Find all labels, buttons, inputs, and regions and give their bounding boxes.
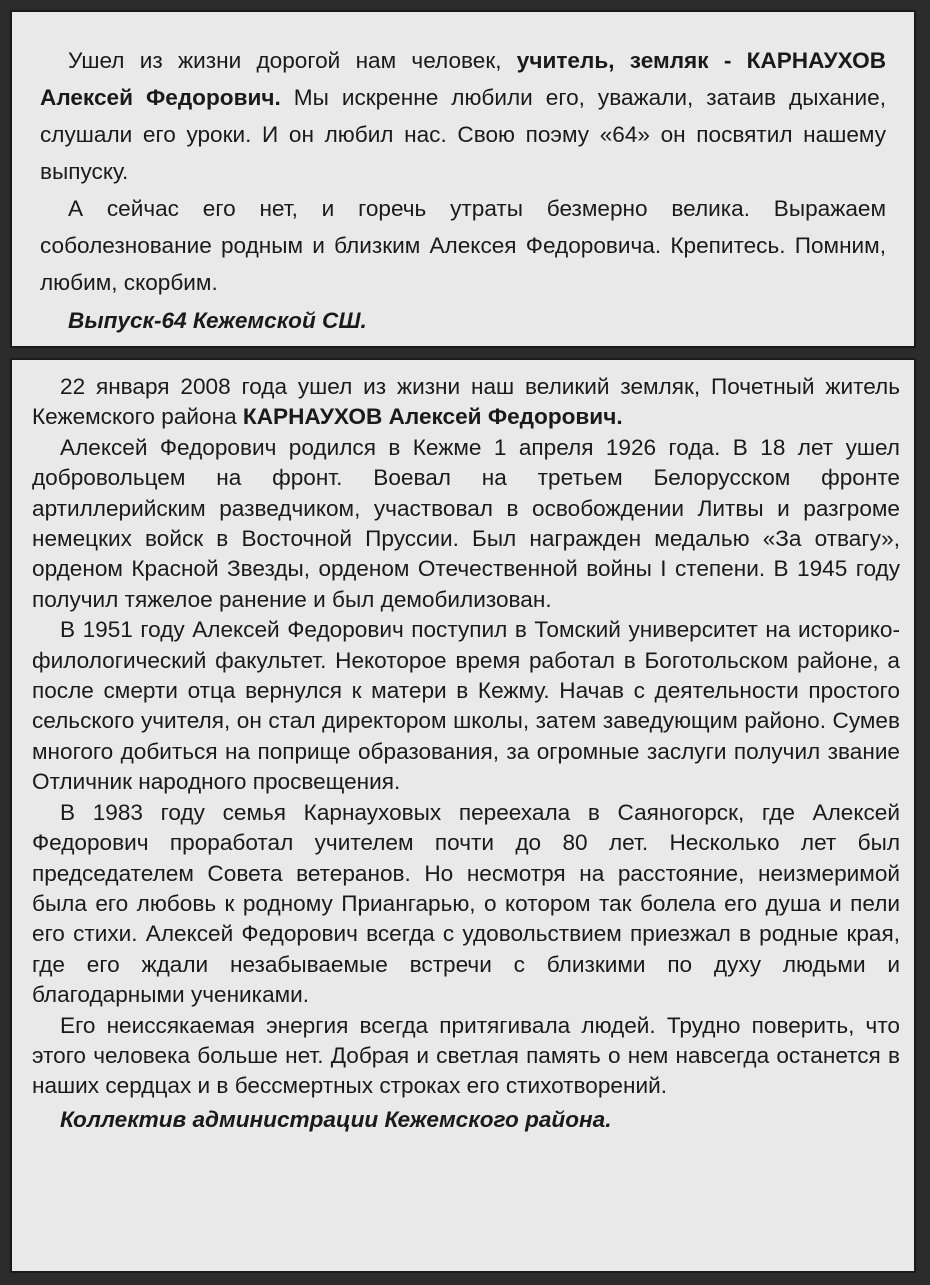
notice-paragraph: Алексей Федорович родился в Кежме 1 апреля 1926 года. В 18 лет ушел добровольцем на фронт. Воевал на третьем Белорусском фронте артиллерийским разведчиком, участвовал в освобождении Литвы и разгроме немецких войск в Восточной Пруссии. Был награжден медалью «За отвагу», орденом Красной Звезды, орденом Отечественной войны I степени. В 1945 году получил тяжелое ранение и был демобилизован. (32, 434, 900, 612)
notice-name-bold: учитель, земляк - КАРНАУХОВ Алексей Федорович. (40, 48, 887, 110)
notice-text: Ушел из жизни дорогой нам человек, (68, 48, 517, 73)
obituary-notice-students (10, 10, 916, 348)
notice-paragraph: В 1951 году Алексей Федорович поступил в Томский университет на историко-филологический факультет. Некоторое время работал в Боготольском районе, а после смерти отца вернулся к матери в Кежму. Начав с деятельности простого сельского учителя, он стал директором школы, затем заведующим районо. Сумев многого добиться на поприще образования, за огромные заслуги получил звание Отличник народного просвещения. (32, 617, 900, 795)
notice-paragraph (32, 372, 900, 433)
notice-paragraph: Его неиссякаемая энергия всегда притягивала людей. Трудно поверить, что этого человека больше нет. Добрая и светлая память о нем навсегда останется в наших сердцах и в бессмертных строках его стихотворений. (32, 1012, 900, 1099)
notice-text: Мы искренне любили его, уважали, затаив дыхание, слушали его уроки. И он любил нас. Свою поэму «64» он посвятил нашему выпуску. (40, 85, 886, 184)
notice-name-bold: КАРНАУХОВ Алексей Федорович. (242, 404, 623, 430)
notice-signature: Коллектив администрации Кежемского района. (60, 1106, 612, 1132)
notice-paragraph: А сейчас его нет, и горечь утраты безмерно велика. Выражаем соболезнование родным и близким Алексея Федоровича. Крепитесь. Помним, любим, скорбим. (40, 196, 886, 295)
obituary-notice-administration (10, 358, 916, 1273)
notice-signature: Выпуск-64 Кежемской СШ. (68, 308, 367, 333)
notice-paragraph (40, 42, 886, 190)
notice-paragraph: В 1983 году семья Карнауховых переехала в Саяногорск, где Алексей Федорович проработал учителем почти до 80 лет. Несколько лет был председателем Совета ветеранов. Но несмотря на расстояние, неизмеримой была его любовь к родному Приангарью, о котором так болела его душа и пели его стихи. Алексей Федорович всегда с удовольствием приезжал в родные края, где его ждали незабываемые встречи с близкими по духу людьми и благодарными учениками. (32, 799, 900, 1008)
notice-text: 22 января 2008 года ушел из жизни наш великий земляк, Почетный житель Кежемского района (32, 374, 900, 430)
divider (10, 348, 916, 358)
